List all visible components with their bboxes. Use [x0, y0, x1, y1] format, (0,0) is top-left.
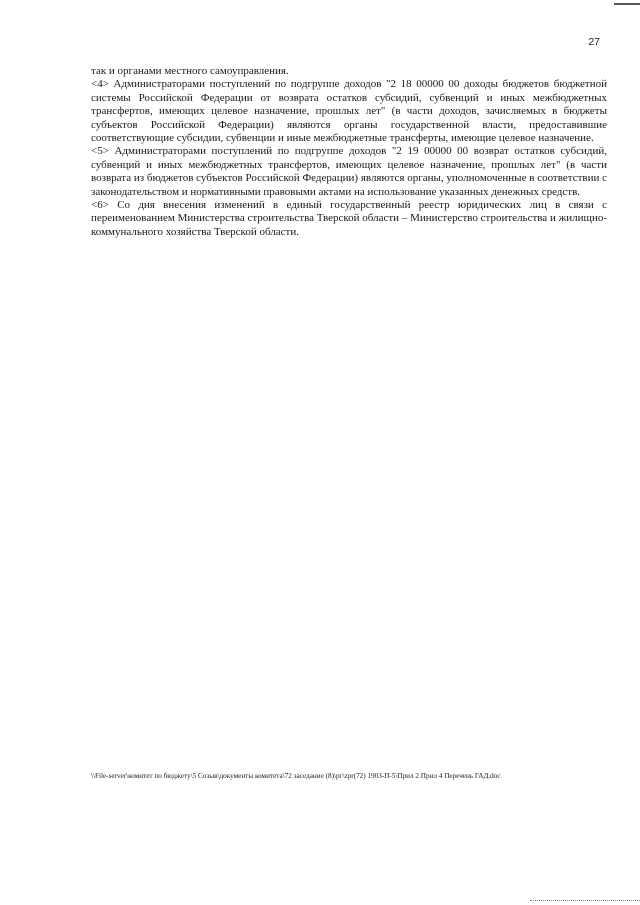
- scan-edge-mark-bottom: [530, 900, 640, 902]
- page-number: 27: [588, 36, 600, 48]
- file-path-footer: \\File-server\комитет по бюджету\5 Созыв\документы комитета\72 заседание (8)\рг\zpr(72) 1903-П-5\Прил 2 Прил 4 Перечень ГАД.doc: [91, 772, 501, 780]
- paragraph-continuation: так и органами местного самоуправления.: [91, 65, 289, 77]
- document-body: [91, 65, 607, 239]
- footnote-5: <5> Администраторами поступлений по подгруппе доходов "2 19 00000 00 возврат остатков субсидий, субвенций и иных межбюджетных трансфертов, имеющих целевое назначение, прошлых лет" (в части возврата из бюджетов субъектов Российской Федерации) являются органы, уполномоченные в соответствии с законодательством и нормативными правовыми актами на использование указанных денежных средств.: [91, 145, 607, 198]
- footnote-4: <4> Администраторами поступлений по подгруппе доходов "2 18 00000 00 доходы бюджетов бюджетной системы Российской Федерации от возврата остатков субсидий, субвенций и иных межбюджетных трансфертов, имеющих целевое назначение, прошлых лет" (в части доходов, зачисляемых в бюджеты субъектов Российской Федерации) являются органы государственной власти, предоставившие соответствующие субсидии, субвенции и иные межбюджетные трансферты, имеющие целевое назначение.: [91, 78, 607, 145]
- scan-edge-mark: [614, 3, 640, 5]
- footnote-6: <6> Со дня внесения изменений в единый государственный реестр юридических лиц в связи с переименованием Министерства строительства Тверской области – Министерство строительства и жилищно-коммунального хозяйства Тверской области.: [91, 199, 607, 238]
